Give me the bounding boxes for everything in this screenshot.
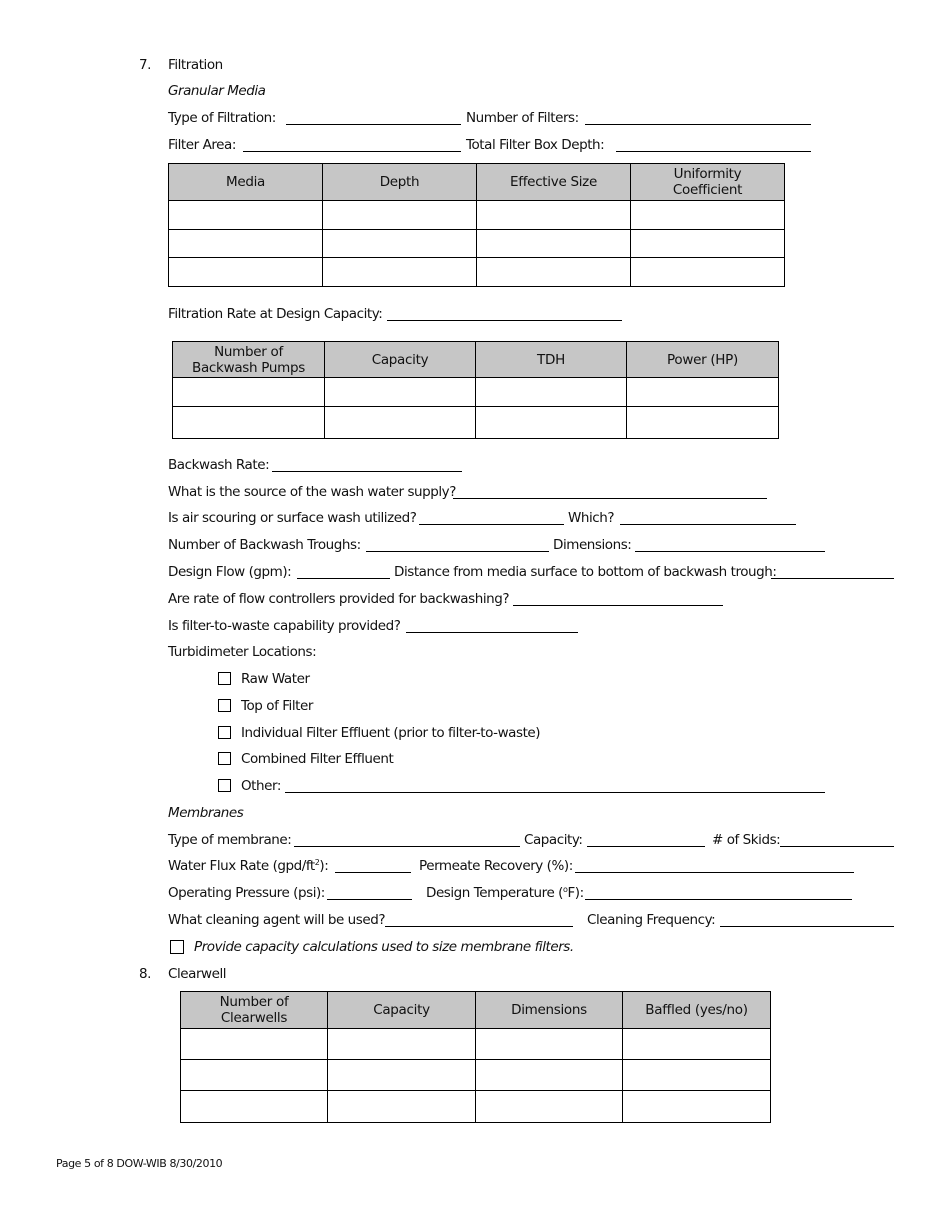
permeate-recovery-label: Permeate Recovery (%):	[419, 858, 573, 874]
which-label: Which?	[568, 510, 615, 526]
table-cell[interactable]	[476, 378, 627, 407]
backwash-pumps-table	[172, 341, 779, 439]
table-cell[interactable]	[623, 1091, 771, 1123]
other-option-label: Other:	[241, 778, 281, 794]
table-cell[interactable]	[627, 407, 779, 439]
cleaning-agent-field[interactable]	[385, 926, 573, 927]
combined-filter-effluent-checkbox[interactable]	[218, 752, 231, 765]
trough-distance-label: Distance from media surface to bottom of backwash trough:	[394, 564, 777, 580]
table-cell[interactable]	[323, 258, 477, 287]
design-flow-label: Design Flow (gpm):	[168, 564, 292, 580]
media-table	[168, 163, 785, 287]
table-row	[173, 407, 779, 439]
table-row	[169, 230, 785, 258]
design-temperature-field[interactable]	[585, 899, 852, 900]
flow-controllers-field[interactable]	[513, 605, 723, 606]
table-cell[interactable]	[173, 378, 325, 407]
table-cell[interactable]	[325, 378, 476, 407]
table-cell[interactable]	[328, 1029, 476, 1060]
wash-water-source-label: What is the source of the wash water supply?	[168, 484, 456, 500]
uniformity-coefficient-header: Uniformity Coefficient	[631, 164, 785, 201]
dimensions-field[interactable]	[635, 551, 825, 552]
media-header: Media	[169, 164, 323, 201]
power-hp-header: Power (HP)	[627, 342, 779, 378]
table-cell[interactable]	[476, 407, 627, 439]
table-cell[interactable]	[323, 201, 477, 230]
tdh-header: TDH	[476, 342, 627, 378]
backwash-rate-field[interactable]	[272, 471, 462, 472]
page-footer: Page 5 of 8 DOW-WIB 8/30/2010	[56, 1157, 223, 1170]
cleaning-frequency-field[interactable]	[720, 926, 894, 927]
type-of-membrane-field[interactable]	[294, 846, 520, 847]
dimensions-label: Dimensions:	[553, 537, 632, 553]
filtration-rate-label: Filtration Rate at Design Capacity:	[168, 306, 383, 322]
table-cell[interactable]	[181, 1060, 328, 1091]
individual-filter-effluent-option-label: Individual Filter Effluent (prior to filter-to-waste)	[241, 725, 541, 741]
number-of-filters-label: Number of Filters:	[466, 110, 579, 126]
number-of-clearwells-header: Number of Clearwells	[181, 992, 328, 1029]
filter-area-label: Filter Area:	[168, 137, 236, 153]
backwash-troughs-label: Number of Backwash Troughs:	[168, 537, 361, 553]
number-of-backwash-pumps-header: Number of Backwash Pumps	[173, 342, 325, 378]
type-of-filtration-label: Type of Filtration:	[168, 110, 276, 126]
clearwell-table	[180, 991, 771, 1123]
raw-water-checkbox[interactable]	[218, 672, 231, 685]
table-cell[interactable]	[169, 201, 323, 230]
individual-filter-effluent-checkbox[interactable]	[218, 726, 231, 739]
other-field[interactable]	[285, 792, 825, 793]
filtration-rate-field[interactable]	[387, 320, 622, 321]
table-row	[181, 1091, 771, 1123]
capacity-header: Capacity	[325, 342, 476, 378]
number-of-filters-field[interactable]	[585, 124, 811, 125]
filter-to-waste-label: Is filter-to-waste capability provided?	[168, 618, 401, 634]
capacity-calculations-checkbox[interactable]	[170, 940, 184, 954]
table-row	[169, 258, 785, 287]
table-cell[interactable]	[328, 1091, 476, 1123]
table-cell[interactable]	[169, 258, 323, 287]
effective-size-header: Effective Size	[477, 164, 631, 201]
filter-to-waste-field[interactable]	[406, 632, 578, 633]
section-7-title: Filtration	[168, 57, 223, 73]
clearwell-dimensions-header: Dimensions	[476, 992, 623, 1029]
table-cell[interactable]	[631, 230, 785, 258]
air-scouring-field[interactable]	[419, 524, 564, 525]
raw-water-option-label: Raw Water	[241, 671, 310, 687]
type-of-filtration-field[interactable]	[286, 124, 461, 125]
operating-pressure-label: Operating Pressure (psi):	[168, 885, 325, 901]
operating-pressure-field[interactable]	[327, 899, 412, 900]
permeate-recovery-field[interactable]	[575, 872, 854, 873]
water-flux-rate-label: Water Flux Rate $(gpd/ft^2)$:	[168, 858, 329, 874]
table-row	[181, 1060, 771, 1091]
table-cell[interactable]	[627, 378, 779, 407]
table-cell[interactable]	[477, 258, 631, 287]
table-cell[interactable]	[328, 1060, 476, 1091]
granular-media-heading: Granular Media	[168, 83, 266, 99]
design-flow-field[interactable]	[297, 578, 390, 579]
flow-controllers-label: Are rate of flow controllers provided for backwashing?	[168, 591, 510, 607]
table-cell[interactable]	[173, 407, 325, 439]
other-checkbox[interactable]	[218, 779, 231, 792]
total-filter-box-depth-label: Total Filter Box Depth:	[466, 137, 605, 153]
section-7-number: 7.	[139, 57, 151, 73]
air-scouring-label: Is air scouring or surface wash utilized?	[168, 510, 417, 526]
table-cell[interactable]	[631, 201, 785, 230]
wash-water-source-field[interactable]	[453, 498, 767, 499]
table-cell[interactable]	[623, 1029, 771, 1060]
cleaning-frequency-label: Cleaning Frequency:	[587, 912, 716, 928]
table-cell[interactable]	[181, 1029, 328, 1060]
membrane-capacity-field[interactable]	[587, 846, 705, 847]
total-filter-box-depth-field[interactable]	[616, 151, 811, 152]
capacity-calculations-note: Provide capacity calculations used to size membrane filters.	[194, 939, 574, 955]
top-of-filter-checkbox[interactable]	[218, 699, 231, 712]
table-cell[interactable]	[476, 1091, 623, 1123]
table-cell[interactable]	[631, 258, 785, 287]
table-cell[interactable]	[477, 230, 631, 258]
turbidimeter-locations-label: Turbidimeter Locations:	[168, 644, 317, 660]
cleaning-agent-label: What cleaning agent will be used?	[168, 912, 386, 928]
skids-label: # of Skids:	[712, 832, 781, 848]
table-cell[interactable]	[169, 230, 323, 258]
which-field[interactable]	[620, 524, 796, 525]
backwash-troughs-field[interactable]	[366, 551, 549, 552]
table-cell[interactable]	[323, 230, 477, 258]
trough-distance-field[interactable]	[771, 578, 894, 579]
skids-field[interactable]	[780, 846, 894, 847]
table-cell[interactable]	[477, 201, 631, 230]
clearwell-capacity-header: Capacity	[328, 992, 476, 1029]
membranes-heading: Membranes	[168, 805, 244, 821]
top-of-filter-option-label: Top of Filter	[241, 698, 313, 714]
backwash-rate-label: Backwash Rate:	[168, 457, 270, 473]
depth-header: Depth	[323, 164, 477, 201]
combined-filter-effluent-option-label: Combined Filter Effluent	[241, 751, 394, 767]
table-cell[interactable]	[623, 1060, 771, 1091]
table-cell[interactable]	[476, 1060, 623, 1091]
section-8-title: Clearwell	[168, 966, 227, 982]
table-row	[181, 1029, 771, 1060]
table-cell[interactable]	[325, 407, 476, 439]
filter-area-field[interactable]	[243, 151, 461, 152]
type-of-membrane-label: Type of membrane:	[168, 832, 292, 848]
table-cell[interactable]	[476, 1029, 623, 1060]
table-row	[169, 201, 785, 230]
section-8-number: 8.	[139, 966, 151, 982]
water-flux-rate-field[interactable]	[335, 872, 411, 873]
table-row	[173, 378, 779, 407]
membrane-capacity-label: Capacity:	[524, 832, 583, 848]
baffled-header: Baffled (yes/no)	[623, 992, 771, 1029]
design-temperature-label: Design Temperature ($^o$F):	[426, 885, 584, 901]
table-cell[interactable]	[181, 1091, 328, 1123]
